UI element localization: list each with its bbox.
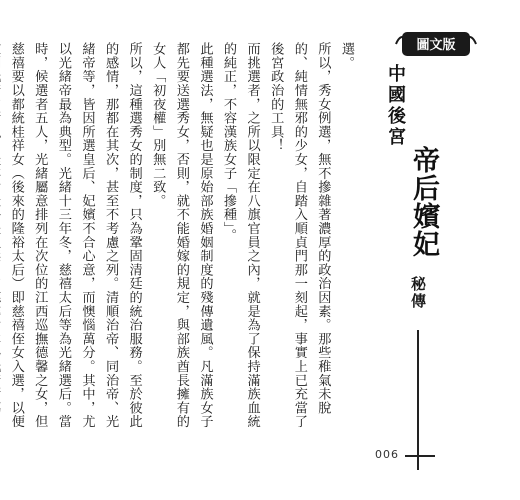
paragraph: 所以，秀女例選，無不摻雜著濃厚的政治因素。那些稚氣未脫的、純情無邪的少女，自踏入順貞門那一刻起，事實上已充當了後宮政治的工具！ [268,42,331,429]
paragraph: 選。 [339,42,354,70]
footer-rule [405,455,435,457]
page-header [374,30,490,470]
paragraph: 而挑選者，之所以限定在八旗官員之內，就是為了保持滿族血統的純正，不容漢族女子「摻種」。 [221,42,260,429]
series-label: 圖文版 [416,38,456,53]
body-text [8,42,358,434]
page-number: 006 [375,448,399,461]
paragraph: 此種選法，無疑也是原始部族婚姻制度的殘傳遺風。凡滿族女子都先要送選秀女，否則，就不能婚嫁的規定，與部族酋長擁有的女人「初夜權」別無二致。 [150,42,213,429]
paragraph: 所以，這種選秀女的制度，只為鞏固清廷的統治服務。至於彼此的感情，那都在其次，甚至不考慮之列。清順治帝、同治帝、光緒帝等，皆因所選皇后、妃嬪不合心意，而懊惱萬分。其中，尤以光緒帝最為典型。光緒十三年冬，慈禧太后等為光緒選后。當時，候選者五人，光緒屬意排列在次位的江西巡撫德馨之女，但慈禧要以都統桂祥女（後來的隆裕太后）即慈禧侄女入選，以便 [8,42,142,429]
header-rule [417,330,419,470]
series-title: 中國後宮 [385,64,406,148]
book-subtitle: 秘傳 [409,276,427,310]
series-logo [394,30,478,58]
book-title: 帝后嬪妃 [408,146,439,258]
